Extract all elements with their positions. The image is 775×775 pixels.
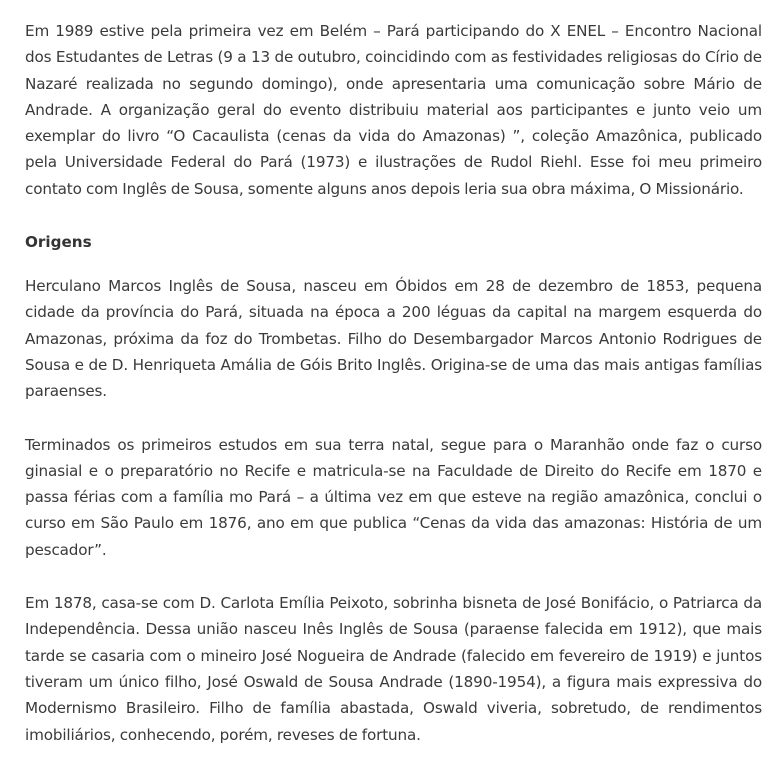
article-body bbox=[25, 18, 762, 775]
paragraph-studies: Terminados os primeiros estudos em sua terra natal, segue para o Maranhão onde faz o curso ginasial e o preparatório no Recife e matricula-se na Faculdade de Direito do Recife em 1870 e passa férias com a família mo Pará – a última vez em que esteve na região amazônica, conclui o curso em São Paulo em 1876, ano em que publica “Cenas da vida das amazonas: História de um pescador”. bbox=[25, 435, 762, 559]
section-heading-origens: Origens bbox=[25, 233, 92, 252]
paragraph-birth: Herculano Marcos Inglês de Sousa, nasceu em Óbidos em 28 de dezembro de 1853, pequena cidade da província do Pará, situada na época a 200 léguas da capital na margem esquerda do Amazonas, próxima da foz do Trombetas. Filho do Desembargador Marcos Antonio Rodrigues de Sousa e de D. Henriqueta Amália de Góis Brito Inglês. Origina-se de uma das mais antigas famílias paraenses. bbox=[25, 277, 762, 401]
paragraph-intro: Em 1989 estive pela primeira vez em Belém – Pará participando do X ENEL – Encontro Nacional dos Estudantes de Letras (9 a 13 de outubro, coincidindo com as festividades religiosas do Círio de Nazaré realizada no segundo domingo), onde apresentaria uma comunicação sobre Mário de Andrade. A organização geral do evento distribuiu material aos participantes e junto veio um exemplar do livro “O Cacaulista (cenas da vida do Amazonas) ”, coleção Amazônica, publicado pela Universidade Federal do Pará (1973) e ilustrações de Rudol Riehl. Esse foi meu primeiro contato com Inglês de Sousa, somente alguns anos depois leria sua obra máxima, O Missionário. bbox=[25, 22, 762, 198]
paragraph-marriage: Em 1878, casa-se com D. Carlota Emília Peixoto, sobrinha bisneta de José Bonifácio, o Patriarca da Independência. Dessa união nasceu Inês Inglês de Sousa (paraense falecida em 1912), que mais tarde se casaria com o mineiro José Nogueira de Andrade (falecido em fevereiro de 1919) e juntos tiveram um único filho, José Oswald de Sousa Andrade (1890-1954), a figura mais expressiva do Modernismo Brasileiro. Filho de família abastada, Oswald viveria, sobretudo, de rendimentos imobiliários, conhecendo, porém, reveses de fortuna. bbox=[25, 594, 762, 744]
